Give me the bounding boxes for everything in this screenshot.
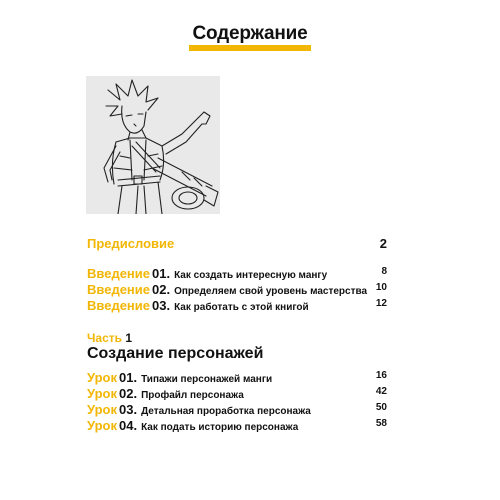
intro-label: Введение — [87, 298, 150, 313]
intro-title: Как работать с этой книгой — [174, 302, 309, 313]
toc-preface[interactable] — [87, 236, 387, 251]
page-title-text: Содержание — [189, 24, 310, 51]
lesson-label: Урок — [87, 386, 117, 401]
lesson-title: Профайл персонажа — [141, 390, 244, 401]
part-label — [87, 331, 132, 345]
lesson-title: Как подать историю персонажа — [141, 422, 299, 433]
toc-page-number: 8 — [381, 266, 387, 277]
intro-number: 03. — [152, 298, 171, 313]
part-title: Создание персонажей — [87, 345, 264, 362]
toc-lesson-04[interactable] — [87, 418, 387, 433]
toc-page-number: 2 — [379, 236, 387, 251]
toc-lesson-03[interactable] — [87, 402, 387, 417]
lesson-label: Урок — [87, 370, 117, 385]
intro-title: Как создать интересную мангу — [174, 270, 328, 281]
intro-number: 01. — [152, 266, 171, 281]
toc-page-number: 42 — [375, 386, 387, 397]
toc-lesson-02[interactable] — [87, 386, 387, 401]
lesson-number: 02. — [118, 386, 138, 401]
toc-intro-03[interactable] — [87, 298, 387, 313]
toc-page-number: 16 — [375, 370, 387, 381]
intro-title: Определяем свой уровень мастерства — [174, 286, 368, 297]
lesson-number: 04. — [118, 418, 138, 433]
lesson-number: 03. — [118, 402, 138, 417]
intro-number: 02. — [152, 282, 171, 297]
lesson-label: Урок — [87, 418, 117, 433]
page-title — [0, 24, 500, 51]
manga-character-illustration — [86, 76, 220, 214]
lesson-number: 01. — [118, 370, 138, 385]
part-word: Часть — [87, 331, 123, 345]
toc-page-number: 12 — [375, 298, 387, 309]
toc-intro-02[interactable] — [87, 282, 387, 297]
lesson-title: Типажи персонажей манги — [141, 374, 273, 385]
toc-intro-01[interactable] — [87, 266, 387, 281]
toc-page-number: 10 — [375, 282, 387, 293]
toc-page-number: 50 — [375, 402, 387, 413]
intro-label: Введение — [87, 266, 150, 281]
part-number: 1 — [125, 331, 133, 345]
lesson-title: Детальная проработка персонажа — [141, 406, 311, 417]
lesson-label: Урок — [87, 402, 117, 417]
preface-label: Предисловие — [87, 236, 175, 251]
intro-label: Введение — [87, 282, 150, 297]
toc-page-number: 58 — [375, 418, 387, 429]
character-sketch — [86, 76, 220, 214]
toc-lesson-01[interactable] — [87, 370, 387, 385]
